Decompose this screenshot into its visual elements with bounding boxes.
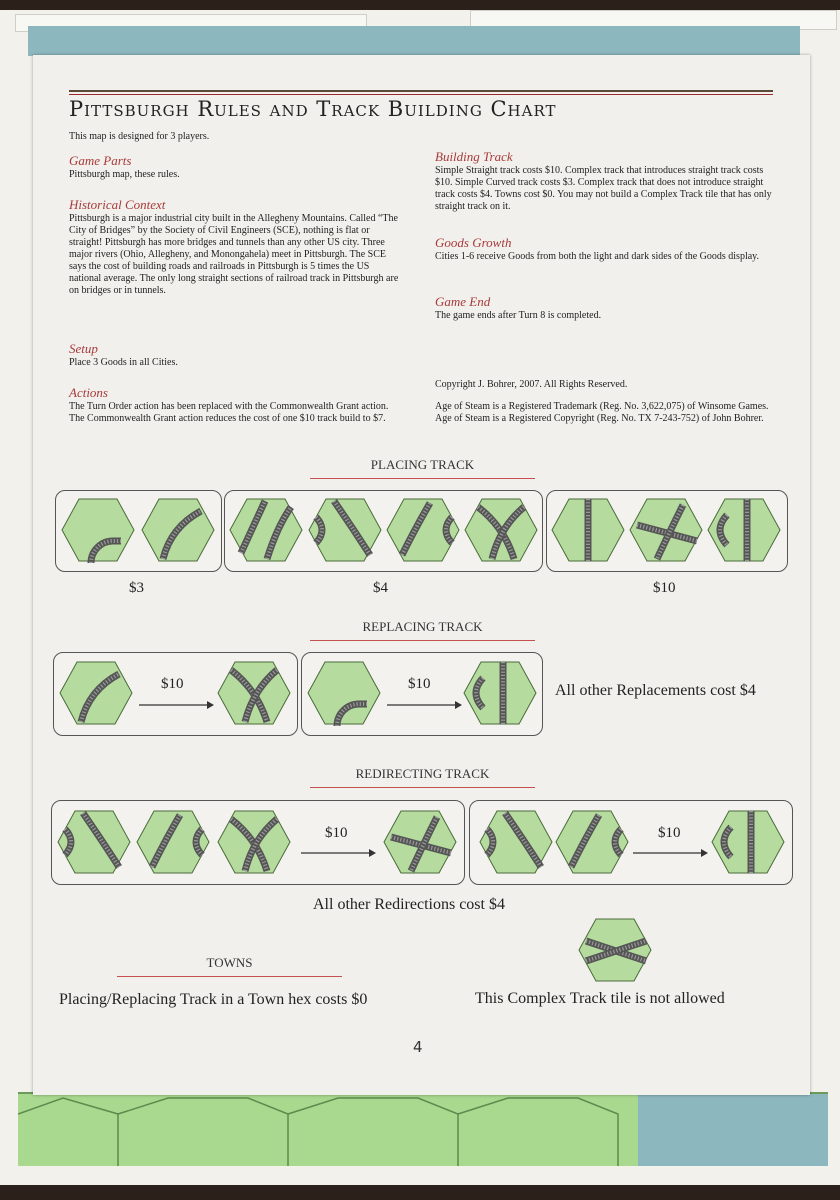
section-game-parts (69, 155, 404, 181)
placing-price-4: $4 (373, 580, 388, 596)
section-body: Pittsburgh is a major industrial city built in the Allegheny Mountains. Called “The City of Bridges” by the Society of Civil Engineers (SCE), nothing is flat or straight! Pittsburgh has more bridges and tunnels than any other US city. Three major rivers (Ohio, Allegheny, and Monongahela) meet in Pittsburgh. The SCE says the cost of building roads and railroads in Pittsburgh is 5 times the US national average. The only long straight sections of railroad track in Pittsburgh are on bridges or in tunnels. (69, 213, 399, 296)
section-body: The Turn Order action has been replaced with the Commonwealth Grant action. The Commonwealth Grant action reduces the cost of one $10 track build to $7. (69, 401, 389, 424)
section-body: Simple Straight track costs $10. Complex track that introduces straight track costs $10. Simple Curved track costs $3. Complex track that does not introduce straight track costs $4. Towns cost $0. You may not build a Complex Track tile that has only straight track on it. (435, 165, 772, 212)
placing-price-3: $3 (129, 580, 144, 596)
map-board-edge (28, 26, 800, 56)
title-rule-accent (69, 94, 773, 95)
section-setup (69, 343, 404, 369)
hex-tile (136, 809, 210, 875)
hex-tile (217, 809, 291, 875)
hex-tile (555, 809, 629, 875)
intro-text: This map is designed for 3 players. (69, 131, 210, 142)
heading-underline (310, 787, 535, 788)
heading-underline (310, 640, 535, 641)
heading-underline (310, 478, 535, 479)
placing-track-heading (310, 457, 535, 479)
section-body: Place 3 Goods in all Cities. (69, 357, 178, 368)
section-body: The game ends after Turn 8 is completed. (435, 310, 602, 321)
replacing-cost-2: $10 (408, 676, 431, 692)
map-board-bottom (18, 1092, 828, 1166)
towns-heading (117, 955, 342, 977)
arrow-icon (631, 847, 709, 859)
hex-tile (707, 497, 781, 563)
arrow-icon (385, 699, 463, 711)
hex-tile (629, 497, 703, 563)
hex-tile (711, 809, 785, 875)
hex-tile (479, 809, 553, 875)
replacing-cost-1: $10 (161, 676, 184, 692)
section-body: Pittsburgh map, these rules. (69, 169, 180, 180)
replacing-track-heading (310, 619, 535, 641)
section-historical-context (69, 199, 404, 297)
section-heading: Setup (69, 341, 98, 356)
section-heading: Actions (69, 385, 108, 400)
hex-tile (307, 660, 381, 726)
replacing-track-heading-text: REPLACING TRACK (362, 619, 483, 634)
redirecting-track-heading-text: REDIRECTING TRACK (355, 766, 490, 781)
page-number: 4 (413, 1038, 423, 1056)
hex-tile (386, 497, 460, 563)
hex-tile (217, 660, 291, 726)
arrow-icon (299, 847, 377, 859)
copyright-line: Copyright J. Bohrer, 2007. All Rights Reserved. (435, 379, 628, 390)
replacing-note: All other Replacements cost $4 (555, 682, 756, 699)
redirecting-track-heading (310, 766, 535, 788)
hex-tile (383, 809, 457, 875)
page-title: Pittsburgh Rules and Track Building Chart (69, 97, 557, 121)
heading-underline (117, 976, 342, 977)
hex-tile (463, 660, 537, 726)
placing-price-10: $10 (653, 580, 676, 596)
hex-tile (308, 497, 382, 563)
hex-tile (578, 917, 652, 983)
section-heading: Game Parts (69, 153, 132, 168)
section-goods-growth (435, 237, 780, 263)
section-heading: Historical Context (69, 197, 166, 212)
section-actions (69, 387, 404, 425)
redirecting-note: All other Redirections cost $4 (313, 896, 505, 913)
hex-tile (229, 497, 303, 563)
not-allowed-note: This Complex Track tile is not allowed (475, 990, 725, 1007)
hex-tile (551, 497, 625, 563)
title-rule (69, 90, 773, 92)
section-heading: Goods Growth (435, 235, 512, 250)
map-water (638, 1094, 828, 1166)
section-game-end (435, 296, 780, 322)
placing-track-heading-text: PLACING TRACK (370, 457, 475, 472)
section-body: Cities 1-6 receive Goods from both the light and dark sides of the Goods display. (435, 251, 760, 262)
towns-note: Placing/Replacing Track in a Town hex costs $0 (59, 991, 368, 1008)
hex-tile (464, 497, 538, 563)
towns-heading-text: TOWNS (206, 955, 253, 970)
redirecting-cost-2: $10 (658, 825, 681, 841)
trademark-notice: Age of Steam is a Registered Trademark (Reg. No. 3,622,075) of Winsome Games. Age of Steam is a Registered Copyright (Reg. No. TX 7-243-752) of John Bohrer. (435, 401, 769, 424)
redirecting-cost-1: $10 (325, 825, 348, 841)
hex-tile (141, 497, 215, 563)
hex-tile (59, 660, 133, 726)
section-heading: Building Track (435, 149, 513, 164)
rules-page (33, 55, 810, 1095)
section-building-track (435, 151, 780, 213)
hex-tile (57, 809, 131, 875)
hex-tile (61, 497, 135, 563)
arrow-icon (137, 699, 215, 711)
section-heading: Game End (435, 294, 491, 309)
